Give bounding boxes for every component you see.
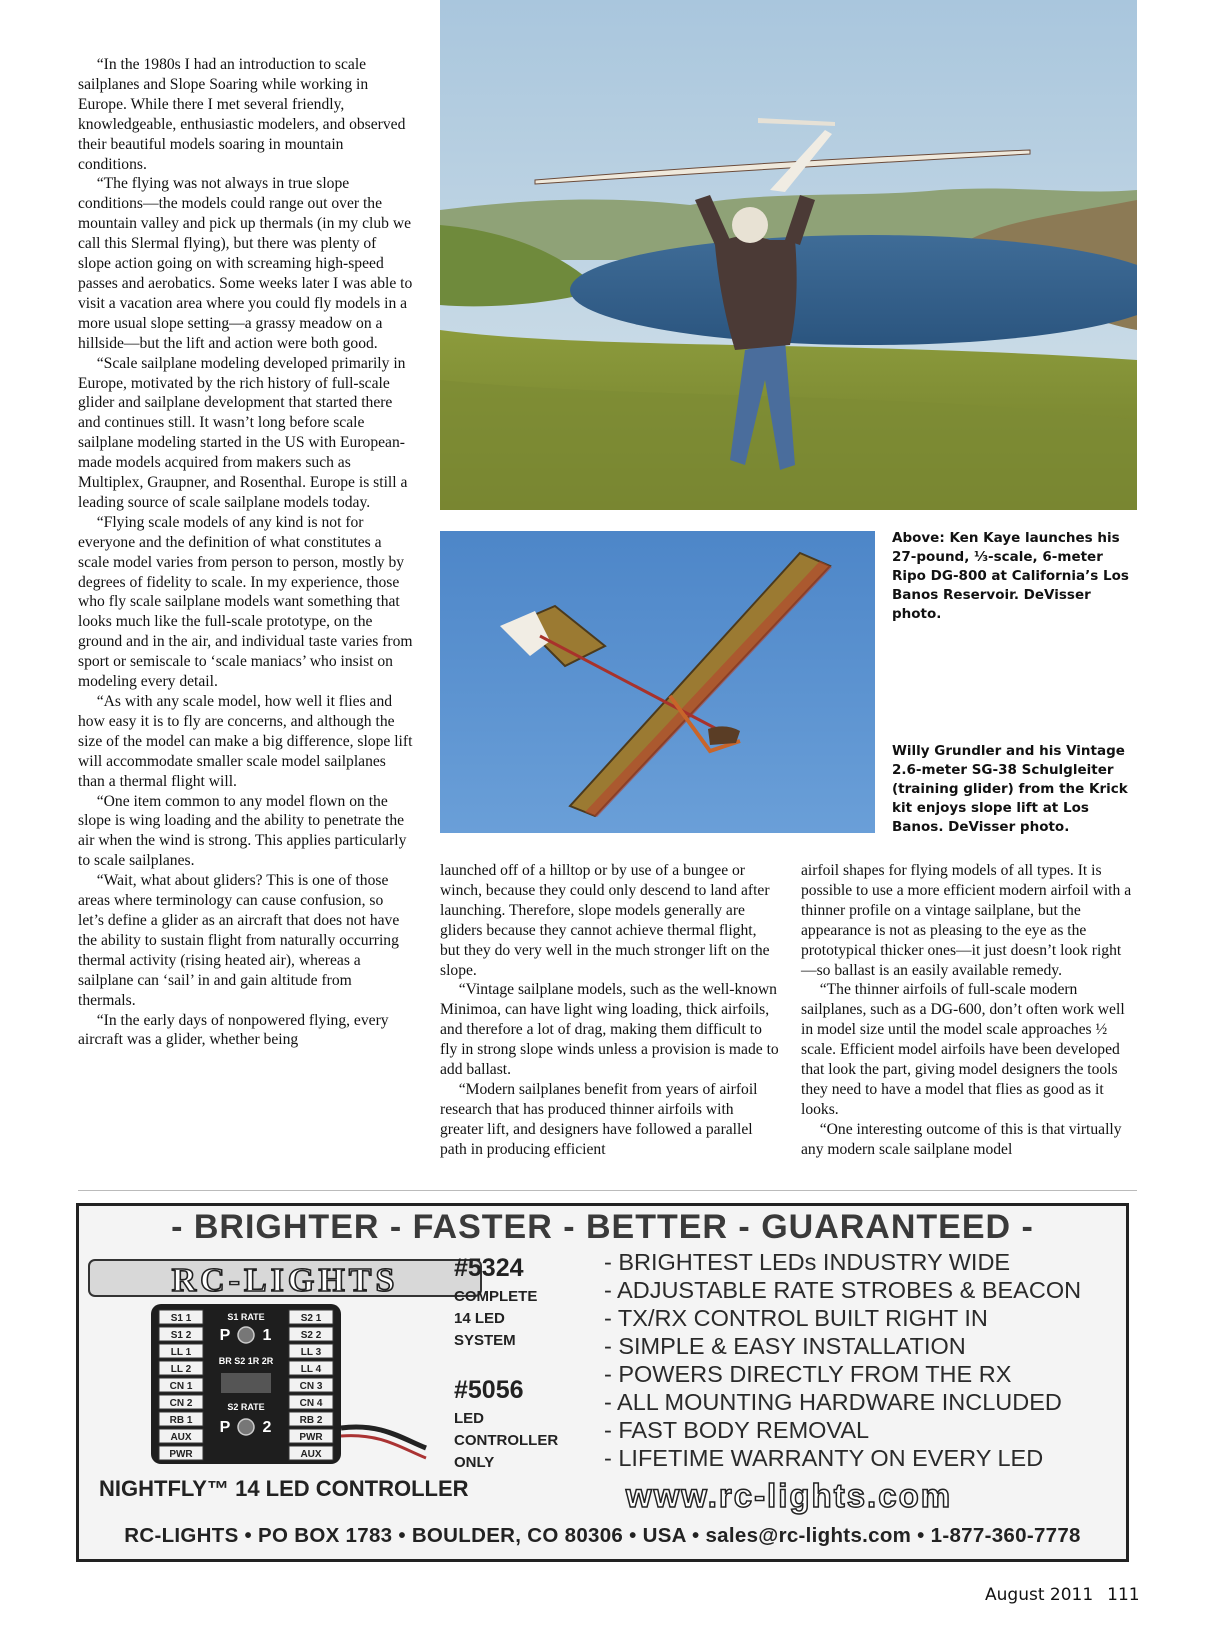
connector-label: LL 3 [300,1347,322,1358]
ad-feature-list [604,1248,1081,1472]
article-left-column [78,55,413,1050]
rc-lights-logo [87,1254,487,1302]
paragraph: “Wait, what about gliders? This is one of those areas where terminology can cause confusion, so let’s define a glider as an aircraft that does not have the ability to sustain flight from naturally occurring thermal activity (rising heated air), whereas a sailplane can ‘sail’ in and gain altitude from thermals. [78,872,400,1009]
connector-label: LL 4 [300,1364,322,1375]
photo-caption-top: Above: Ken Kaye launches his 27-pound, ⅓-scale, 6-meter Ripo DG-800 at California’s Los Banos Reservoir. DeVisser photo. [892,530,1129,622]
photo-glider-launch-image [440,0,1137,510]
connector-label: LL 2 [170,1364,192,1375]
page-folio [985,1585,1140,1605]
logo-text: RC-LIGHTS [171,1262,399,1299]
feature-item: - ALL MOUNTING HARDWARE INCLUDED [604,1389,1062,1415]
ad-headline: - BRIGHTER - FASTER - BETTER - GUARANTEED - [171,1208,1034,1246]
page-number: 111 [1107,1585,1140,1605]
feature-item: - ADJUSTABLE RATE STROBES & BEACON [604,1277,1082,1303]
photo-glider-launch [440,0,1137,510]
board-label: 1 [262,1327,272,1344]
paragraph: “As with any scale model, how well it flies and how easy it is to fly are concerns, and although the size of the model can make a big difference, slope lift will accommodate smaller scale model sailplanes than a thermal flight will. [78,693,413,790]
photo-caption-middle: Willy Grundler and his Vintage 2.6-meter SG-38 Schulgleiter (training glider) from the Krick kit enjoys slope lift at Los Banos. DeVisser photo. [892,743,1128,835]
paragraph: “Scale sailplane modeling developed primarily in Europe, motivated by the rich history of full-scale glider and sailplane development that started there and continues still. It wasn’t long before scale sailplane modeling started in the US with European-made models acquired from makers such as Multiplex, Graupner, and Rosenthal. Europe is still a leading source of scale sailplane models today. [78,354,408,511]
photo-vintage-glider [440,531,875,833]
paragraph: “Modern sailplanes benefit from years of airfoil research that has produced thinner airfoils with greater lift, and designers have followed a parallel path in producing efficient [440,1080,758,1158]
feature-item: - FAST BODY REMOVAL [604,1417,870,1443]
ad-sku-5056-description [454,1408,558,1474]
photo-vintage-glider-image [440,531,875,833]
connector-label: AUX [170,1432,192,1443]
potentiometer-2 [238,1419,254,1435]
dip-switch [221,1373,271,1393]
connector-label: PWR [169,1449,193,1460]
paragraph: “Vintage sailplane models, such as the well-known Minimoa, can have light wing loading, thick airfoils, and therefore a lot of drag, making them difficult to fly in strong slope winds unless a provision is made to add ballast. [440,981,779,1079]
section-divider [78,1190,1137,1191]
feature-item: - SIMPLE & EASY INSTALLATION [604,1333,966,1359]
article-middle-column [440,861,780,1160]
rc-lights-advertisement [76,1203,1129,1562]
connector-label: CN 2 [169,1398,193,1409]
board-label: S2 RATE [227,1402,265,1412]
connector-label: RB 1 [169,1415,193,1426]
feature-item: - BRIGHTEST LEDs INDUSTRY WIDE [604,1249,1011,1275]
ad-sku-5324: #5324 [454,1254,524,1282]
board-label: P [219,1327,231,1344]
led-controller-board-image [101,1298,431,1473]
ad-product-name: NIGHTFLY™ 14 LED CONTROLLER [99,1476,469,1501]
issue-date: August 2011 [985,1585,1094,1605]
connector-label: LL 1 [170,1347,192,1358]
paragraph: airfoil shapes for flying models of all types. It is possible to use a more efficient modern airfoil with a thinner profile on a vintage sailplane, but the appearance is not as pleasing to the eye as the prototypical thicker ones—it just doesn’t look right—so ballast is an easily available remedy. [801,862,1132,979]
connector-label: CN 4 [299,1398,323,1409]
board-label: S1 RATE [227,1312,265,1322]
connector-label: S2 2 [300,1330,322,1341]
paragraph: “In the early days of nonpowered flying, every aircraft was a glider, whether being [78,1011,389,1049]
paragraph: “One item common to any model flown on the slope is wing loading and the ability to penetrate the air when the wind is strong. This applies particularly to scale sailplanes. [78,792,407,870]
connector-label: CN 1 [169,1381,193,1392]
connector-label: CN 3 [299,1381,323,1392]
paragraph: “In the 1980s I had an introduction to scale sailplanes and Slope Soaring while working in Europe. While there I met several friendly, knowledgeable, enthusiastic modelers, and observed their beautiful models soaring in mountain conditions. [78,56,406,173]
feature-item: - POWERS DIRECTLY FROM THE RX [604,1361,1012,1387]
ad-sku-5324-description [454,1286,537,1352]
sku-desc-line: SYSTEM [454,1332,516,1349]
connector-label: AUX [300,1449,322,1460]
connector-label: S2 1 [300,1313,322,1324]
connector-label: PWR [299,1432,323,1443]
paragraph: launched off of a hilltop or by use of a bungee or winch, because they could only descend to land after launching. Therefore, slope models generally are gliders because they cannot achieve thermal flight, but they do very well in the much stronger lift on the slope. [440,862,770,979]
board-label: P [219,1419,231,1436]
article-right-column [801,861,1133,1160]
ad-sku-5056: #5056 [454,1376,524,1404]
sku-desc-line: CONTROLLER [454,1432,559,1449]
sku-desc-line: COMPLETE [454,1288,538,1305]
feature-item: - LIFETIME WARRANTY ON EVERY LED [604,1445,1044,1471]
paragraph: “The thinner airfoils of full-scale modern sailplanes, such as a DG-600, don’t often work well in model size until the model scale approaches ½ scale. Efficient model airfoils have been developed that look the part, giving model designers the tools they need to have a model that flies as good as it looks. [801,981,1125,1118]
sku-desc-line: LED [454,1410,484,1427]
potentiometer-1 [238,1327,254,1343]
board-right-connectors [289,1310,333,1460]
connector-label: RB 2 [299,1415,323,1426]
feature-item: - TX/RX CONTROL BUILT RIGHT IN [604,1305,988,1331]
paragraph: “The flying was not always in true slope conditions—the models could range out over the mountain valley and pick up thermals (in my club we call this Slermal flying), but there was plenty of slope action going on with screaming high-speed passes and aerobatics. Some weeks later I was able to visit a vacation area where you could fly models in a more usual slope setting—a grassy meadow on a hillside—but the lift and action were both good. [78,175,413,352]
connector-label: S1 2 [170,1330,192,1341]
sku-desc-line: 14 LED [454,1310,505,1327]
ad-website-url[interactable] [549,1473,1029,1517]
connector-label: S1 1 [170,1313,192,1324]
paragraph: “One interesting outcome of this is that virtually any modern scale sailplane model [801,1120,1122,1158]
board-label: 2 [262,1419,272,1436]
paragraph: “Flying scale models of any kind is not for everyone and the definition of what constitutes a scale model varies from person to person, mostly by degrees of fidelity to scale. In my experience, those who fly scale sailplane models want something that looks much like the full-scale prototype, on the ground and in the air, and individual taste varies from sport or semiscale to ‘scale maniacs’ who insist on modeling every detail. [78,513,413,691]
ad-contact-footer: RC-LIGHTS • PO BOX 1783 • BOULDER, CO 80306 • USA • sales@rc-lights.com • 1-877-360-7778 [124,1524,1081,1547]
url-text[interactable]: www.rc-lights.com [625,1477,953,1514]
board-left-connectors [159,1310,203,1460]
sku-desc-line: ONLY [454,1454,495,1471]
board-label: BR S2 1R 2R [218,1356,274,1366]
